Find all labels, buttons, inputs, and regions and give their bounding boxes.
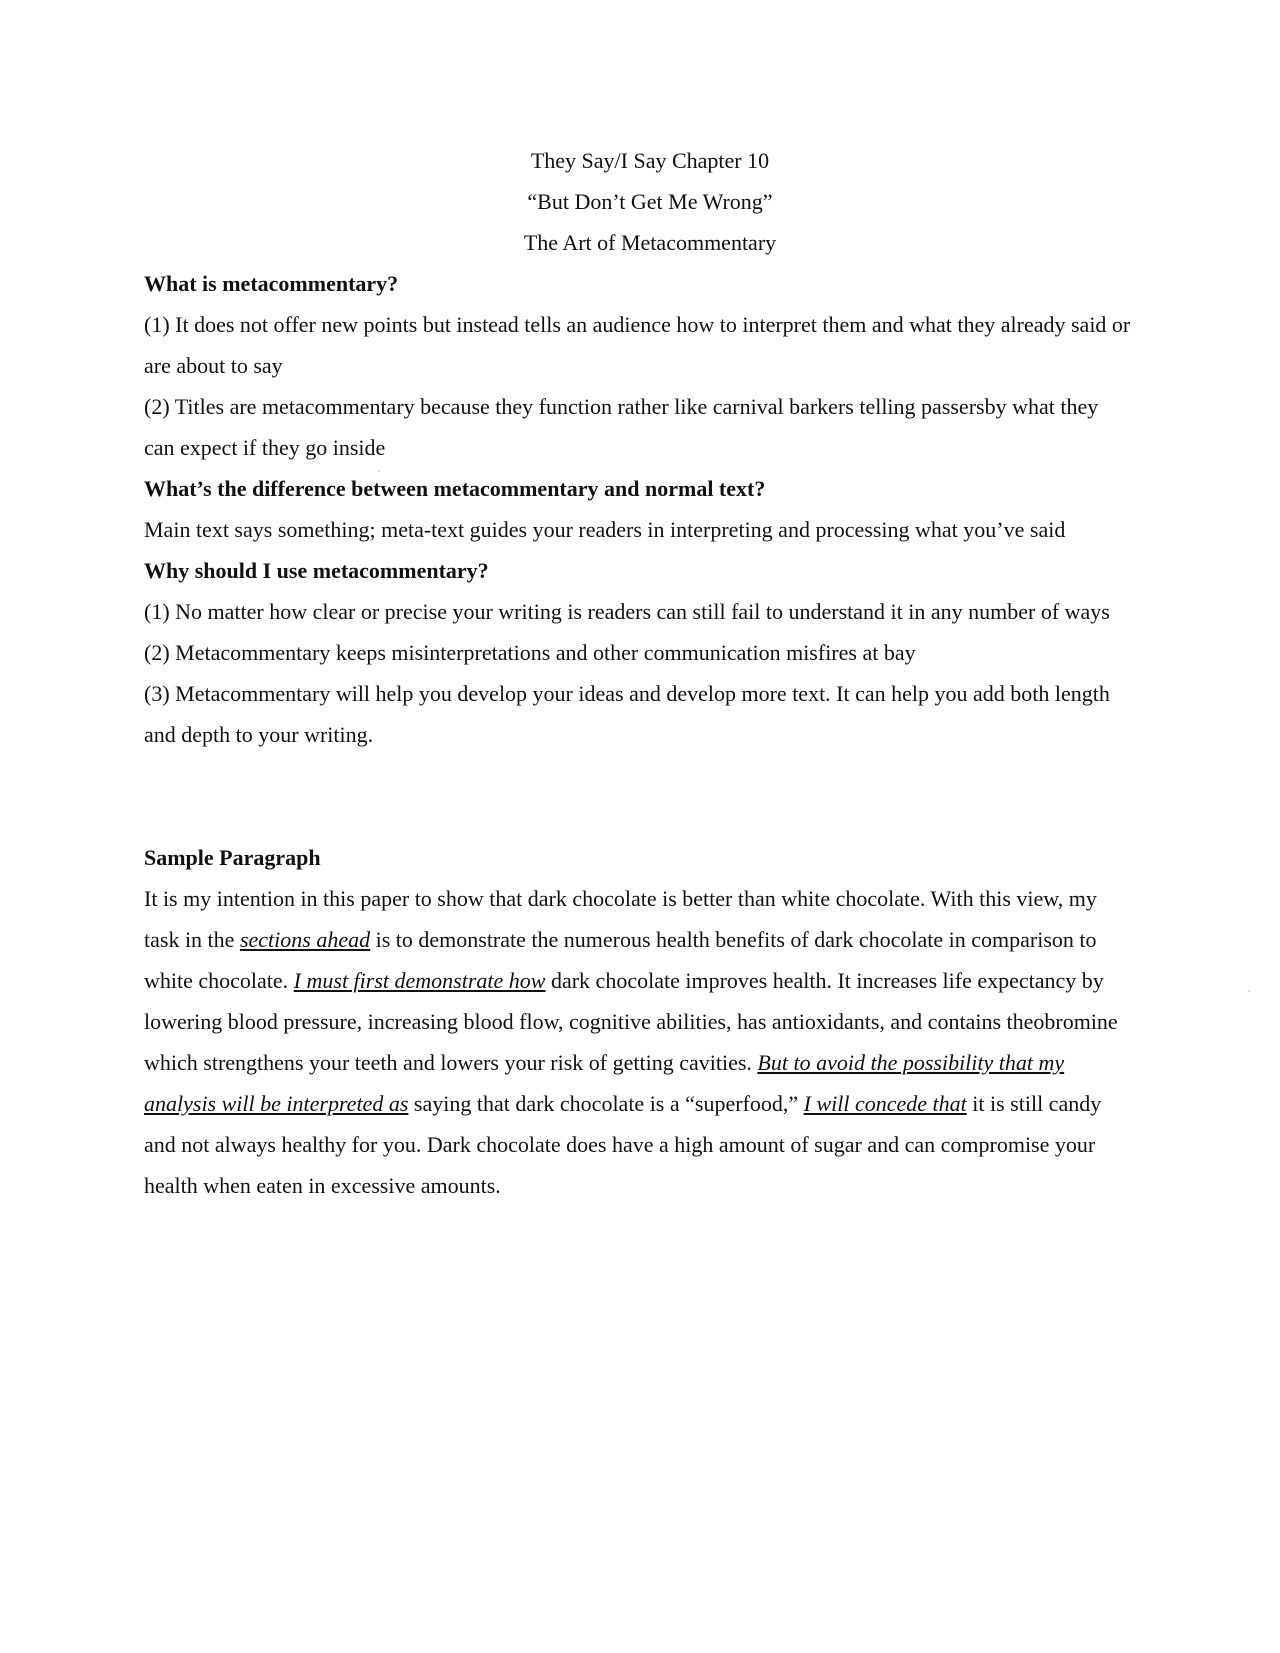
paragraph-text-segment: It is my intention in this paper to show that dark chocolate is better than white chocolate. With this view, my task in the — [144, 886, 1097, 952]
section-heading-why: Why should I use metacommentary? — [144, 558, 489, 583]
section-heading-what-is: What is metacommentary? — [144, 271, 399, 296]
list-item: (3) Metacommentary will help you develop your ideas and develop more text. It can help you add both length and depth to your writing. — [144, 681, 1110, 747]
emphasized-phrase: sections ahead — [239, 927, 371, 952]
list-item: (1) No matter how clear or precise your writing is readers can still fail to understand it in any number of ways — [144, 599, 1110, 624]
list-item: (2) Titles are metacommentary because they function rather like carnival barkers telling passersby what they can expect if they go inside — [144, 394, 1099, 460]
document-body — [144, 263, 1134, 1206]
scan-speck — [1248, 990, 1250, 992]
header-line-2: “But Don’t Get Me Wrong” — [527, 189, 773, 214]
section-heading-sample: Sample Paragraph — [144, 845, 321, 870]
scan-speck — [378, 470, 380, 472]
section-heading-difference: What’s the difference between metacommentary and normal text? — [144, 476, 766, 501]
emphasized-phrase: But to avoid the possibility that my analysis will be interpreted as — [144, 1050, 1065, 1116]
blank-space — [144, 755, 1134, 837]
sample-paragraph — [144, 878, 1134, 1206]
paragraph-text-segment: dark chocolate improves health. It increases life expectancy by lowering blood pressure, increasing blood flow, cognitive abilities, has antioxidants, and contains theobromine which strengthens your teeth and lowers your risk of getting cavities. — [144, 968, 1118, 1075]
paragraph-text-segment: is to demonstrate the numerous health benefits of dark chocolate in comparison to white chocolate. — [144, 927, 1097, 993]
header-line-1: They Say/I Say Chapter 10 — [530, 148, 770, 173]
emphasized-phrase: I will concede that — [803, 1091, 967, 1116]
paragraph-text-segment: it is still candy and not always healthy for you. Dark chocolate does have a high amount of sugar and can compromise your health when eaten in excessive amounts. — [144, 1091, 1102, 1198]
document-header — [0, 140, 1280, 263]
header-line-3: The Art of Metacommentary — [523, 230, 777, 255]
list-item: (1) It does not offer new points but instead tells an audience how to interpret them and what they already said or are about to say — [144, 312, 1131, 378]
emphasized-phrase: I must first demonstrate how — [293, 968, 546, 993]
paragraph-text: Main text says something; meta-text guides your readers in interpreting and processing what you’ve said — [144, 517, 1066, 542]
paragraph-text-segment: saying that dark chocolate is a “superfood,” — [408, 1091, 804, 1116]
list-item: (2) Metacommentary keeps misinterpretations and other communication misfires at bay — [144, 640, 916, 665]
